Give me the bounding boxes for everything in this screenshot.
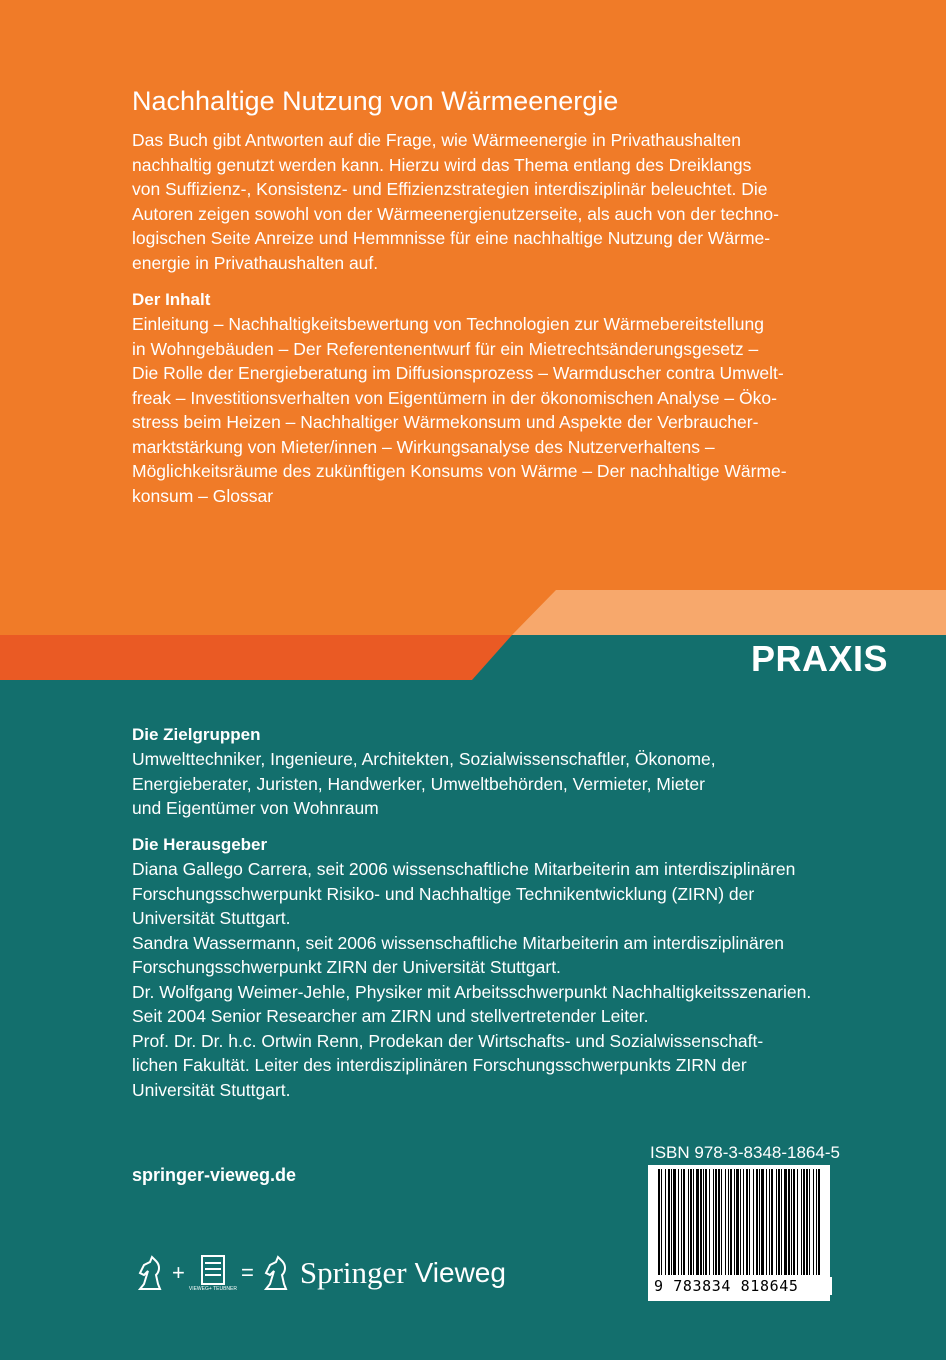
plus-sign: +: [172, 1260, 185, 1285]
barcode-bar: [788, 1169, 790, 1275]
barcode-bar: [718, 1169, 720, 1275]
target-groups-heading: Die Zielgruppen: [132, 725, 261, 744]
springer-knight-icon: [258, 1253, 294, 1293]
barcode-bar: [797, 1169, 798, 1275]
barcode-bar: [781, 1169, 782, 1275]
barcode-bar: [673, 1169, 676, 1275]
barcode-bars: [648, 1165, 830, 1277]
intro-line: energie in Privathaushalten auf.: [132, 252, 379, 273]
editors-line: lichen Fakultät. Leiter des interdisziplinären Forschungsschwerpunkts ZIRN der: [132, 1055, 747, 1075]
barcode-bar: [776, 1169, 777, 1275]
barcode-bar: [715, 1169, 717, 1275]
barcode-bar: [681, 1169, 682, 1275]
barcode-bar: [791, 1169, 792, 1275]
barcode-bar: [665, 1169, 666, 1275]
barcode-bar: [766, 1169, 767, 1275]
target-groups-line: Energieberater, Juristen, Handwerker, Umweltbehörden, Vermieter, Mieter: [132, 773, 705, 794]
barcode-bar: [728, 1169, 729, 1275]
vieweg-wordmark: Vieweg: [414, 1257, 506, 1288]
equals-sign: =: [240, 1260, 254, 1285]
editors-line: Universität Stuttgart.: [132, 908, 291, 928]
target-groups-line: und Eigentümer von Wohnraum: [132, 798, 379, 818]
chess-knight-icon: [132, 1253, 168, 1293]
contents-heading: Der Inhalt: [132, 290, 211, 309]
barcode-bar: [700, 1169, 702, 1275]
barcode-bar: [658, 1169, 660, 1275]
barcode-bar: [771, 1169, 773, 1275]
barcode-bar: [743, 1169, 744, 1275]
contents-line: in Wohngebäuden – Der Referentenentwurf für ein Mietrechtsänderungsgesetz –: [132, 338, 759, 359]
editors-line: Universität Stuttgart.: [132, 1079, 291, 1100]
praxis-label: PRAXIS: [750, 638, 888, 679]
barcode-bar: [678, 1169, 679, 1275]
barcode-bar: [749, 1169, 750, 1275]
barcode-bar: [778, 1169, 780, 1275]
intro-line: Autoren zeigen sowohl von der Wärmeenergienutzerseite, als auch von der techno-: [132, 203, 779, 224]
barcode-bar: [761, 1169, 764, 1275]
contents-line: stress beim Heizen – Nachhaltiger Wärmekonsum und Aspekte der Verbraucher-: [132, 412, 759, 432]
barcode-bar: [696, 1169, 699, 1275]
barcode-bar: [725, 1169, 726, 1275]
barcode-bar: [671, 1169, 672, 1275]
barcode-bar: [806, 1169, 808, 1275]
contents-line: Die Rolle der Energieberatung im Diffusionsprozess – Warmduscher contra Umwelt-: [132, 363, 784, 383]
barcode-bar: [813, 1169, 814, 1275]
barcode-bar: [746, 1169, 748, 1275]
target-groups-line: Umwelttechniker, Ingenieure, Architekten, Sozialwissenschaftler, Ökonome,: [132, 749, 716, 769]
barcode-bar: [793, 1169, 795, 1275]
barcode-bar: [818, 1169, 820, 1275]
barcode-bar: [769, 1169, 770, 1275]
barcode-bar: [709, 1169, 710, 1275]
barcode-bar: [809, 1169, 810, 1275]
barcode-bar: [734, 1169, 735, 1275]
editors-heading: Die Herausgeber: [132, 835, 268, 854]
barcode-bar: [703, 1169, 704, 1275]
contents-section: [132, 288, 832, 508]
editors-line: Forschungsschwerpunkt Risiko- und Nachhaltige Technikentwicklung (ZIRN) der: [132, 883, 755, 904]
barcode-bar: [713, 1169, 714, 1275]
vieweg-teubner-logo: [189, 1254, 237, 1292]
barcode-bar: [693, 1169, 694, 1275]
band-red-orange: [0, 635, 512, 680]
barcode-bar: [730, 1169, 732, 1275]
editors-line: Seit 2004 Senior Researcher am ZIRN und stellvertretender Leiter.: [132, 1006, 649, 1026]
barcode-bar: [756, 1169, 758, 1275]
contents-line: Einleitung – Nachhaltigkeitsbewertung von Technologien zur Wärmebereitstellung: [132, 314, 764, 334]
vieweg-teubner-icon: [200, 1254, 226, 1286]
contents-line: Möglichkeitsräume des zukünftigen Konsums von Wärme – Der nachhaltige Wärme-: [132, 461, 787, 481]
barcode-bar: [688, 1169, 689, 1275]
contents-line: marktstärkung von Mieter/innen – Wirkungsanalyse des Nutzerverhaltens –: [132, 436, 715, 457]
editors-section: [132, 833, 832, 1102]
editors-line: Diana Gallego Carrera, seit 2006 wissenschaftliche Mitarbeiterin am interdisziplinären: [132, 859, 796, 879]
target-groups-section: [132, 723, 832, 821]
band-light-orange: [512, 590, 946, 635]
website-link[interactable]: springer-vieweg.de: [132, 1165, 297, 1185]
springer-wordmark: Springer: [299, 1255, 407, 1290]
barcode-bar: [690, 1169, 692, 1275]
barcode-bar: [753, 1169, 754, 1275]
editors-line: Sandra Wassermann, seit 2006 wissenschaftliche Mitarbeiterin am interdisziplinären: [132, 932, 785, 953]
vieweg-teubner-label: VIEWEG+ TEUBNER: [188, 1286, 237, 1292]
intro-text: [132, 128, 832, 275]
editors-line: Dr. Wolfgang Weimer-Jehle, Physiker mit Arbeitsschwerpunkt Nachhaltigkeitsszenarien.: [132, 981, 812, 1002]
barcode-bar: [705, 1169, 707, 1275]
intro-line: von Suffizienz-, Konsistenz- und Effizienzstrategien interdisziplinär beleuchtet. Die: [132, 179, 768, 199]
intro-line: logischen Seite Anreize und Hemmnisse für eine nachhaltige Nutzung der Wärme-: [132, 228, 771, 248]
barcode-bar: [736, 1169, 739, 1275]
editors-line: Prof. Dr. Dr. h.c. Ortwin Renn, Prodekan der Wirtschafts- und Sozialwissenschaft-: [132, 1030, 764, 1051]
intro-line: nachhaltig genutzt werden kann. Hierzu wird das Thema entlang des Dreiklangs: [132, 154, 752, 175]
publisher-logos: [132, 1248, 506, 1298]
barcode-bar: [661, 1169, 662, 1275]
barcode-digits: 9 783834 818645: [650, 1277, 832, 1295]
barcode-bar: [683, 1169, 685, 1275]
barcode-bar: [721, 1169, 722, 1275]
barcode-bar: [816, 1169, 817, 1275]
isbn-label: ISBN 978-3-8348-1864-5: [650, 1143, 840, 1162]
barcode-bar: [759, 1169, 760, 1275]
contents-line: konsum – Glossar: [132, 485, 274, 506]
book-title: Nachhaltige Nutzung von Wärmeenergie: [132, 86, 619, 116]
barcode-bar: [803, 1169, 805, 1275]
barcode-bar: [668, 1169, 670, 1275]
contents-line: freak – Investitionsverhalten von Eigentümern in der ökonomischen Analyse – Öko-: [132, 387, 777, 408]
editors-line: Forschungsschwerpunkt ZIRN der Universität Stuttgart.: [132, 957, 561, 977]
barcode-bar: [784, 1169, 787, 1275]
intro-line: Das Buch gibt Antworten auf die Frage, wie Wärmeenergie in Privathaushalten: [132, 130, 741, 150]
barcode-bar: [740, 1169, 741, 1275]
barcode-bar: [801, 1169, 802, 1275]
